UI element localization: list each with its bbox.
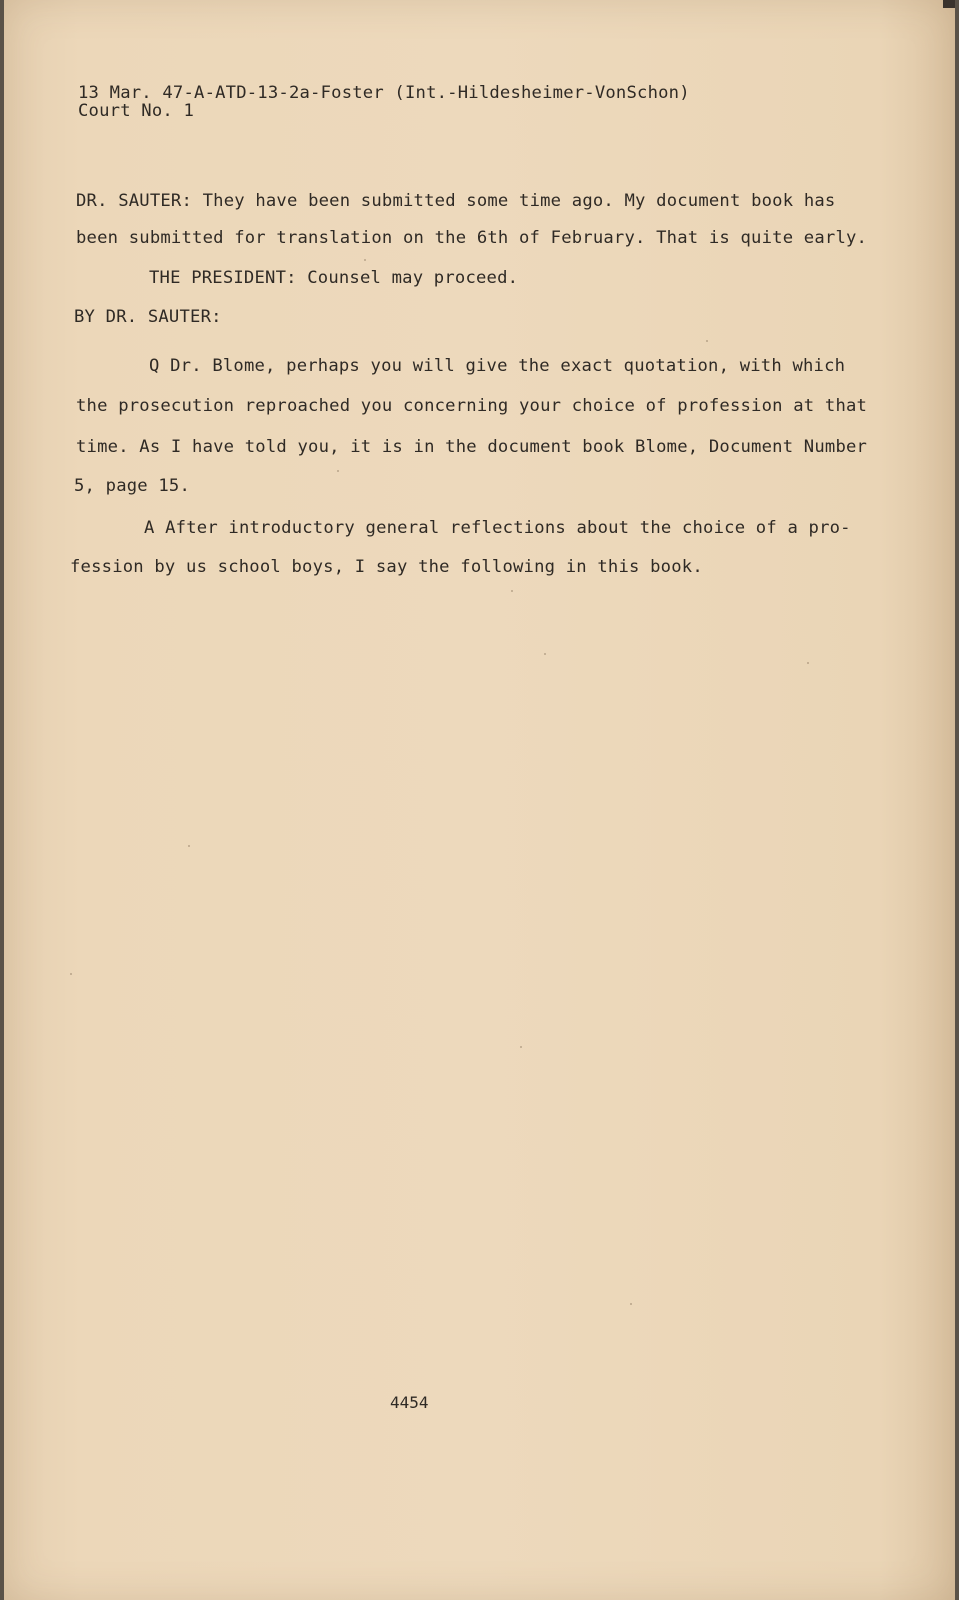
paper-speck	[706, 340, 708, 342]
speaker-line	[76, 191, 835, 211]
paper-speck	[337, 470, 339, 472]
paper-speck	[520, 1046, 522, 1048]
speaker-line	[149, 268, 518, 288]
speaker-text: They have been submitted some time ago. My document book has	[202, 191, 836, 211]
speaker-label: DR. SAUTER:	[76, 191, 193, 211]
text-line: time. As I have told you, it is in the document book Blome, Document Number	[76, 437, 868, 457]
text-line: 5, page 15.	[74, 476, 191, 496]
paper-speck	[807, 662, 809, 664]
speaker-text: Counsel may proceed.	[307, 268, 519, 288]
paper-speck	[70, 973, 72, 975]
speaker-label: THE PRESIDENT:	[149, 268, 297, 288]
paper-speck	[188, 845, 190, 847]
text-line: the prosecution reproached you concerning your choice of profession at that	[76, 396, 868, 416]
paper-speck	[544, 653, 546, 655]
court-line: Court No. 1	[78, 101, 195, 121]
answer-line	[144, 518, 851, 538]
corner-mark	[943, 0, 955, 8]
paper-speck	[364, 259, 366, 261]
question-line	[149, 356, 845, 376]
answer-text: After introductory general reflections about the choice of a pro-	[165, 518, 851, 538]
text-line: been submitted for translation on the 6th of February. That is quite early.	[76, 228, 868, 248]
header-line: 13 Mar. 47-A-ATD-13-2a-Foster (Int.-Hildesheimer-VonSchon)	[78, 83, 690, 103]
document-page	[4, 0, 955, 1600]
paper-speck	[630, 1303, 632, 1305]
question-text: Dr. Blome, perhaps you will give the exact quotation, with which	[170, 356, 846, 376]
paper-speck	[511, 590, 513, 592]
page-number: 4454	[390, 1393, 429, 1412]
text-line: fession by us school boys, I say the following in this book.	[70, 557, 703, 577]
answer-marker: A	[144, 518, 155, 538]
examination-label: BY DR. SAUTER:	[74, 307, 222, 327]
question-marker: Q	[149, 356, 160, 376]
